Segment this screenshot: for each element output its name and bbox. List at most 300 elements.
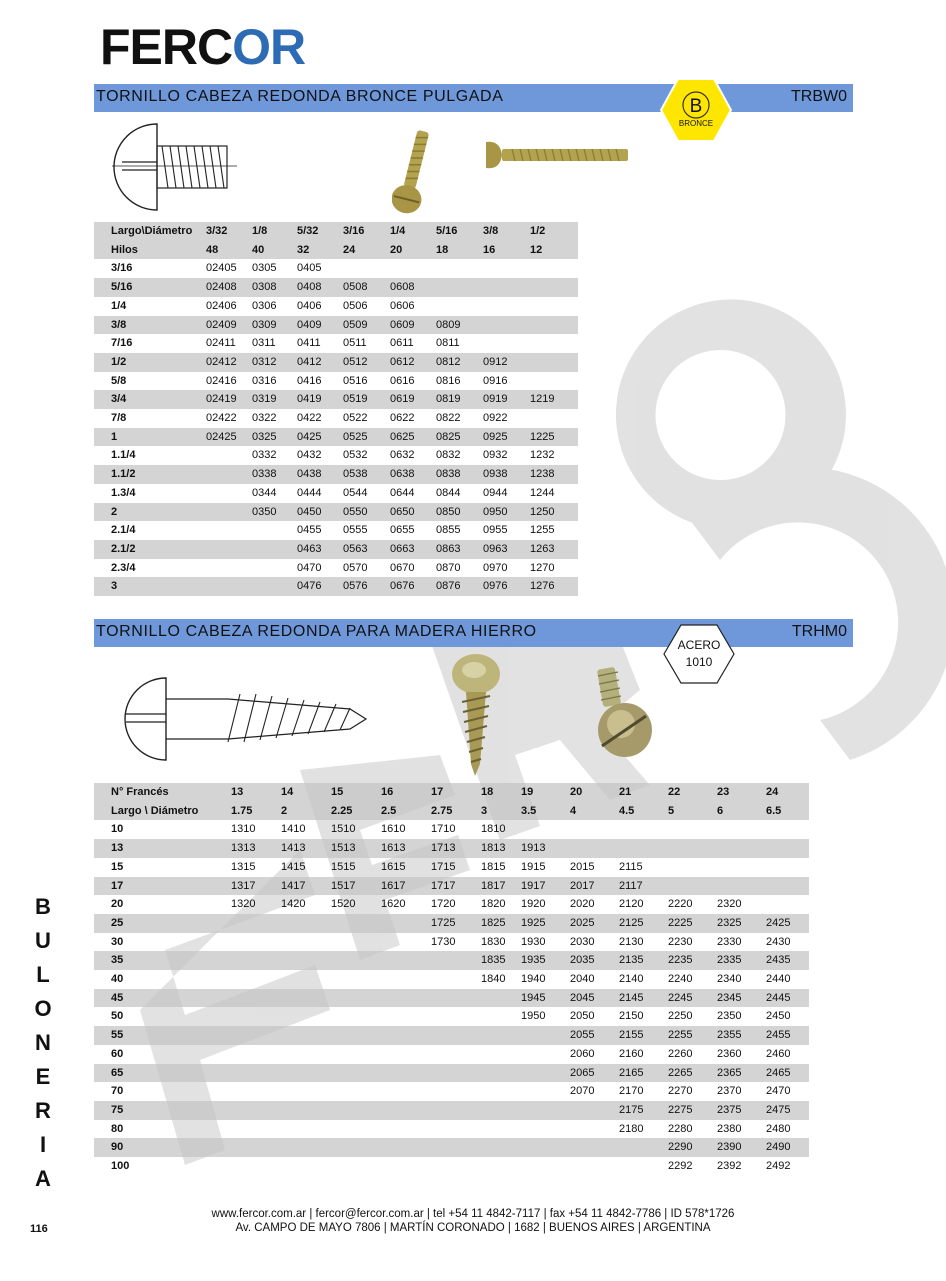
table-cell: 0408 [297, 278, 343, 297]
acero-badge-line2: 1010 [685, 655, 713, 669]
table-cell: 6.5 [766, 802, 809, 821]
table-cell: 02425 [206, 428, 252, 447]
table-row [94, 895, 809, 914]
table-cell: 1510 [331, 823, 356, 836]
table-cell [231, 1138, 281, 1157]
table-row [94, 353, 578, 372]
table-cell: 1815 [481, 860, 506, 873]
table-cell: 2390 [717, 1138, 766, 1157]
table-cell [206, 465, 252, 484]
bronze-badge-letter: B [689, 96, 703, 117]
table-cell [281, 1007, 331, 1026]
table-cell: 02422 [206, 412, 237, 425]
row-label: 1/4 [111, 299, 127, 312]
table-row [94, 484, 578, 503]
table-cell: 1310 [231, 823, 256, 836]
table-cell [521, 1082, 570, 1101]
table-row [94, 858, 809, 877]
table-cell: 0309 [252, 316, 297, 335]
table-row [94, 334, 578, 353]
row-label: 1 [94, 428, 206, 447]
round-head-screw-drawing-icon [112, 118, 237, 213]
table-cell [390, 259, 436, 278]
table-cell: 2345 [717, 989, 766, 1008]
table-row [94, 989, 809, 1008]
side-label-letter: I [39, 1132, 47, 1157]
table-cell: 2225 [668, 914, 717, 933]
table-cell: 0932 [483, 449, 508, 462]
table-cell: 0832 [436, 449, 461, 462]
table-cell [281, 1045, 331, 1064]
table-cell: 2120 [619, 898, 644, 911]
table-cell: 02419 [206, 390, 252, 409]
section2-title: TORNILLO CABEZA REDONDA PARA MADERA HIERRO [96, 623, 537, 640]
table-cell: 2180 [619, 1122, 644, 1135]
table-cell: 1817 [481, 877, 521, 896]
row-label: 2.1/4 [111, 524, 136, 537]
table-cell [436, 297, 483, 316]
table-row [94, 521, 578, 540]
table-cell: 0619 [390, 390, 436, 409]
table-header-row [94, 241, 578, 260]
table-cell: 2017 [570, 877, 619, 896]
table-cell [668, 877, 717, 896]
table-cell [331, 933, 381, 952]
table-cell: 1617 [381, 877, 431, 896]
table-cell: 0912 [483, 353, 530, 372]
table-cell [231, 914, 281, 933]
table-cell: 0412 [297, 353, 343, 372]
row-label: 17 [94, 877, 231, 896]
table-cell [331, 970, 381, 989]
side-label-letter: R [35, 1098, 51, 1123]
table-cell: 5/32 [297, 222, 343, 241]
table-cell [436, 259, 483, 278]
table-header-row [94, 802, 809, 821]
row-label: 80 [111, 1122, 124, 1135]
table-row [94, 1064, 809, 1083]
table-cell [766, 820, 809, 839]
table-cell: 1945 [521, 989, 570, 1008]
table-cell: 2140 [619, 973, 644, 986]
row-label: Largo \ Diámetro [94, 802, 231, 821]
table-cell [530, 316, 578, 335]
table-cell [206, 484, 252, 503]
row-label: 1.1/2 [94, 465, 206, 484]
table-cell [331, 1026, 381, 1045]
brand-logo-or: OR [232, 19, 306, 75]
table-cell [668, 839, 717, 858]
table-cell: 0819 [436, 390, 483, 409]
table-cell: 2165 [619, 1064, 668, 1083]
table-cell: 0570 [343, 561, 368, 574]
table-cell: 2392 [717, 1160, 742, 1173]
row-label: 5/16 [94, 278, 206, 297]
table-cell: 02405 [206, 262, 237, 275]
table-cell [481, 1120, 521, 1139]
table-cell [766, 895, 809, 914]
table-cell [481, 1045, 521, 1064]
table-cell: 1420 [281, 898, 306, 911]
table-cell: 1513 [331, 839, 381, 858]
table-cell: 0644 [390, 486, 415, 499]
side-label-letter: U [35, 928, 51, 953]
table-cell: 2280 [668, 1122, 693, 1135]
table-cell [431, 989, 481, 1008]
table-cell: 1813 [481, 839, 521, 858]
table-cell: 1615 [381, 860, 406, 873]
table-cell: 1830 [481, 935, 506, 948]
row-label: 1.3/4 [111, 486, 136, 499]
table-cell [252, 577, 297, 596]
section1-title: TORNILLO CABEZA REDONDA BRONCE PULGADA [96, 88, 504, 105]
table-cell: 2492 [766, 1160, 791, 1173]
table-cell: 1/4 [390, 222, 436, 241]
table-cell [717, 839, 766, 858]
table-cell: 0332 [252, 449, 277, 462]
table-cell: 1950 [521, 1010, 546, 1023]
table-row [94, 446, 578, 465]
page-number: 116 [30, 1223, 48, 1235]
table-cell: 0955 [483, 524, 508, 537]
table-cell: 02411 [206, 337, 236, 350]
table-row [94, 503, 578, 522]
table-row [94, 1101, 809, 1120]
table-cell [231, 970, 281, 989]
table-cell: 1263 [530, 540, 578, 559]
table-cell: 2070 [570, 1085, 595, 1098]
table-cell: 2340 [717, 973, 742, 986]
table-cell [252, 540, 297, 559]
table-cell [331, 1157, 381, 1176]
table-cell [766, 858, 809, 877]
wood-screw-head-photo [590, 664, 660, 764]
table-cell: 0638 [390, 465, 436, 484]
table-cell [521, 1064, 570, 1083]
table-cell: 0622 [390, 412, 415, 425]
table-cell: 2125 [619, 914, 668, 933]
table-cell: 2480 [766, 1122, 791, 1135]
table-cell [521, 1045, 570, 1064]
table-cell: 2375 [717, 1101, 766, 1120]
side-label-letter: N [35, 1030, 51, 1055]
table-cell: 0825 [436, 428, 483, 447]
table-cell: 1250 [530, 503, 578, 522]
row-label: 15 [111, 860, 124, 873]
table-cell: 1413 [281, 839, 331, 858]
table-cell [231, 1064, 281, 1083]
table-cell: 2255 [668, 1026, 717, 1045]
table-cell: 0406 [297, 299, 322, 312]
table-cell [431, 1157, 481, 1176]
table-cell: 23 [717, 783, 766, 802]
table-cell: 1219 [530, 390, 578, 409]
table-cell: 2020 [570, 898, 595, 911]
table-cell: 2155 [619, 1026, 668, 1045]
table-cell: 0816 [436, 374, 461, 387]
table-cell [231, 951, 281, 970]
table-cell: 1913 [521, 839, 570, 858]
table-cell: 40 [252, 241, 297, 260]
table-cell: 22 [668, 783, 717, 802]
table-row [94, 428, 578, 447]
table-cell: 0544 [343, 486, 368, 499]
table-cell [570, 1101, 619, 1120]
table-cell [668, 820, 717, 839]
table-cell: 1810 [481, 823, 506, 836]
table-cell [431, 970, 481, 989]
table-cell: 1320 [231, 898, 256, 911]
table-cell [231, 1045, 281, 1064]
table-cell: 0325 [252, 428, 297, 447]
table-row [94, 540, 578, 559]
table-cell: 4.5 [619, 802, 668, 821]
table-cell: 24 [343, 241, 390, 260]
table-cell: 5/16 [436, 222, 483, 241]
table-cell [521, 820, 570, 839]
table-cell [381, 933, 431, 952]
table-cell: 0944 [483, 486, 508, 499]
table-cell: 2335 [717, 951, 766, 970]
table-row [94, 278, 578, 297]
table-cell [619, 1157, 668, 1176]
table-cell: 02409 [206, 316, 252, 335]
table-cell: 2150 [619, 1010, 644, 1023]
table-cell: 2460 [766, 1047, 791, 1060]
table-cell: 1270 [530, 561, 555, 574]
table-row [94, 820, 809, 839]
table-cell: 2135 [619, 951, 668, 970]
table-row [94, 316, 578, 335]
table-cell [570, 839, 619, 858]
table-cell: 0811 [436, 337, 460, 350]
table-cell: 2230 [668, 935, 693, 948]
table-row [94, 390, 578, 409]
table-cell: 1713 [431, 839, 481, 858]
table-cell: 2435 [766, 951, 809, 970]
table-cell: 0338 [252, 465, 297, 484]
table-cell: 3/16 [343, 222, 390, 241]
table-cell: 2170 [619, 1085, 644, 1098]
bronze-hex-badge [660, 78, 732, 142]
table-cell: 0425 [297, 428, 343, 447]
table-cell: 02412 [206, 353, 252, 372]
table-row [94, 1120, 809, 1139]
table-cell [570, 1138, 619, 1157]
table-cell: 2320 [717, 898, 742, 911]
table-cell: 0809 [436, 316, 483, 335]
table-cell: 2.75 [431, 802, 481, 821]
table-cell [281, 1082, 331, 1101]
table-cell: 02416 [206, 374, 237, 387]
table-cell [231, 989, 281, 1008]
row-label: 25 [94, 914, 231, 933]
table-row [94, 465, 578, 484]
table-cell: 1720 [431, 898, 456, 911]
table-cell [381, 1120, 431, 1139]
row-label: 2.3/4 [111, 561, 136, 574]
table-cell [481, 1157, 521, 1176]
table-cell: 18 [481, 783, 521, 802]
table-cell: 1730 [431, 935, 456, 948]
table-cell: 0305 [252, 262, 277, 275]
table-cell [331, 1120, 381, 1139]
table-cell [331, 1138, 381, 1157]
table-cell [481, 989, 521, 1008]
row-label: 2 [94, 503, 206, 522]
table-cell [206, 503, 252, 522]
table-cell [231, 1026, 281, 1045]
table-cell [381, 989, 431, 1008]
row-label: 50 [111, 1010, 124, 1023]
table-cell: 18 [436, 241, 483, 260]
table-cell [206, 559, 252, 578]
table-cell: 0463 [297, 540, 343, 559]
table-cell: 14 [281, 783, 331, 802]
acero-hex-badge [663, 624, 735, 684]
table-cell: 1238 [530, 465, 578, 484]
table-cell [381, 951, 431, 970]
table-cell: 2220 [668, 898, 693, 911]
table-cell [381, 914, 431, 933]
table-cell: 0632 [390, 449, 415, 462]
table-cell: 1715 [431, 860, 456, 873]
table-cell: 0925 [483, 428, 530, 447]
table-cell [521, 1138, 570, 1157]
table-cell: 2450 [766, 1010, 791, 1023]
table-cell: 2465 [766, 1064, 809, 1083]
table-cell: 0532 [343, 449, 368, 462]
table-cell: 0608 [390, 278, 436, 297]
table-cell: 0350 [252, 503, 297, 522]
table-cell: 0822 [436, 412, 461, 425]
table-cell [431, 1007, 481, 1026]
table-cell: 1276 [530, 577, 578, 596]
table-cell [381, 1026, 431, 1045]
table-cell: 4 [570, 802, 619, 821]
table-cell: 0306 [252, 299, 277, 312]
brass-screw-vertical-photo [392, 128, 434, 218]
table-cell: 5 [668, 802, 717, 821]
table-cell: 02406 [206, 299, 237, 312]
table-row [94, 951, 809, 970]
table-cell: 0963 [483, 540, 530, 559]
table-cell: 1313 [231, 839, 281, 858]
side-label-letter: B [35, 894, 51, 919]
table-cell: 0476 [297, 577, 343, 596]
table-cell: 0312 [252, 353, 297, 372]
table-cell [281, 989, 331, 1008]
table-cell [717, 877, 766, 896]
table-cell [431, 1138, 481, 1157]
table-cell: 0438 [297, 465, 343, 484]
table-cell: 0419 [297, 390, 343, 409]
table-cell [331, 1064, 381, 1083]
table-cell: 0970 [483, 561, 508, 574]
table-cell: 1520 [331, 898, 356, 911]
table-cell: 0519 [343, 390, 390, 409]
table-cell: 2250 [668, 1010, 693, 1023]
table-cell: 0422 [297, 412, 322, 425]
table-cell: 2130 [619, 935, 644, 948]
bronze-badge-label: BRONCE [678, 119, 714, 128]
table-header-row [94, 783, 809, 802]
table-cell: 1725 [431, 914, 481, 933]
table-cell: 0522 [343, 412, 368, 425]
table-cell: 0516 [343, 374, 368, 387]
section1-code: TRBW0 [791, 88, 847, 105]
table-cell: 0316 [252, 374, 277, 387]
table-cell: 1515 [331, 860, 356, 873]
table-cell: 0508 [343, 278, 390, 297]
table-cell [281, 951, 331, 970]
table-cell: 2055 [570, 1026, 619, 1045]
row-label: 100 [111, 1160, 130, 1173]
table-cell [231, 1101, 281, 1120]
table-cell: 2.5 [381, 802, 431, 821]
table-row [94, 933, 809, 952]
table-cell: 3 [481, 802, 521, 821]
row-label: 7/8 [111, 412, 127, 425]
table-cell: 1930 [521, 935, 546, 948]
row-label: 2.1/2 [94, 540, 206, 559]
table-cell [331, 1101, 381, 1120]
table-cell: 21 [619, 783, 668, 802]
table-cell [481, 1064, 521, 1083]
table-cell: 0455 [297, 524, 322, 537]
table-cell: 0663 [390, 540, 436, 559]
table-cell: 6 [717, 802, 766, 821]
table-cell [281, 1157, 331, 1176]
table-cell [231, 1120, 281, 1139]
row-label: 7/16 [111, 337, 133, 350]
table-cell: 2117 [619, 877, 668, 896]
table-cell: 1.75 [231, 802, 281, 821]
row-label: 20 [111, 898, 124, 911]
table-cell: 0616 [390, 374, 415, 387]
table-cell: 17 [431, 783, 481, 802]
table-cell: 2050 [570, 1010, 595, 1023]
table-row [94, 1007, 809, 1026]
table-cell: 1935 [521, 951, 570, 970]
table-cell [766, 877, 809, 896]
table-cell: 1620 [381, 898, 406, 911]
table-cell: 2260 [668, 1047, 693, 1060]
table-cell [331, 951, 381, 970]
table-cell: 2265 [668, 1064, 717, 1083]
row-label: 65 [94, 1064, 231, 1083]
table-cell: 0470 [297, 561, 322, 574]
table-cell: 0938 [483, 465, 530, 484]
row-label: N° Francés [94, 783, 231, 802]
table-cell: 02408 [206, 278, 252, 297]
table-row [94, 914, 809, 933]
table-cell [431, 951, 481, 970]
table-cell: 32 [297, 241, 343, 260]
table-cell: 0612 [390, 353, 436, 372]
table-cell: 2040 [570, 973, 595, 986]
table-cell [431, 1045, 481, 1064]
table-cell [521, 1157, 570, 1176]
table-cell [530, 334, 578, 353]
table-cell [281, 1138, 331, 1157]
table-cell: 1820 [481, 898, 506, 911]
table-cell [331, 1045, 381, 1064]
table-cell: 1920 [521, 898, 546, 911]
table-cell: 2350 [717, 1010, 742, 1023]
row-label: 3/8 [94, 316, 206, 335]
table-cell: 2.25 [331, 802, 381, 821]
